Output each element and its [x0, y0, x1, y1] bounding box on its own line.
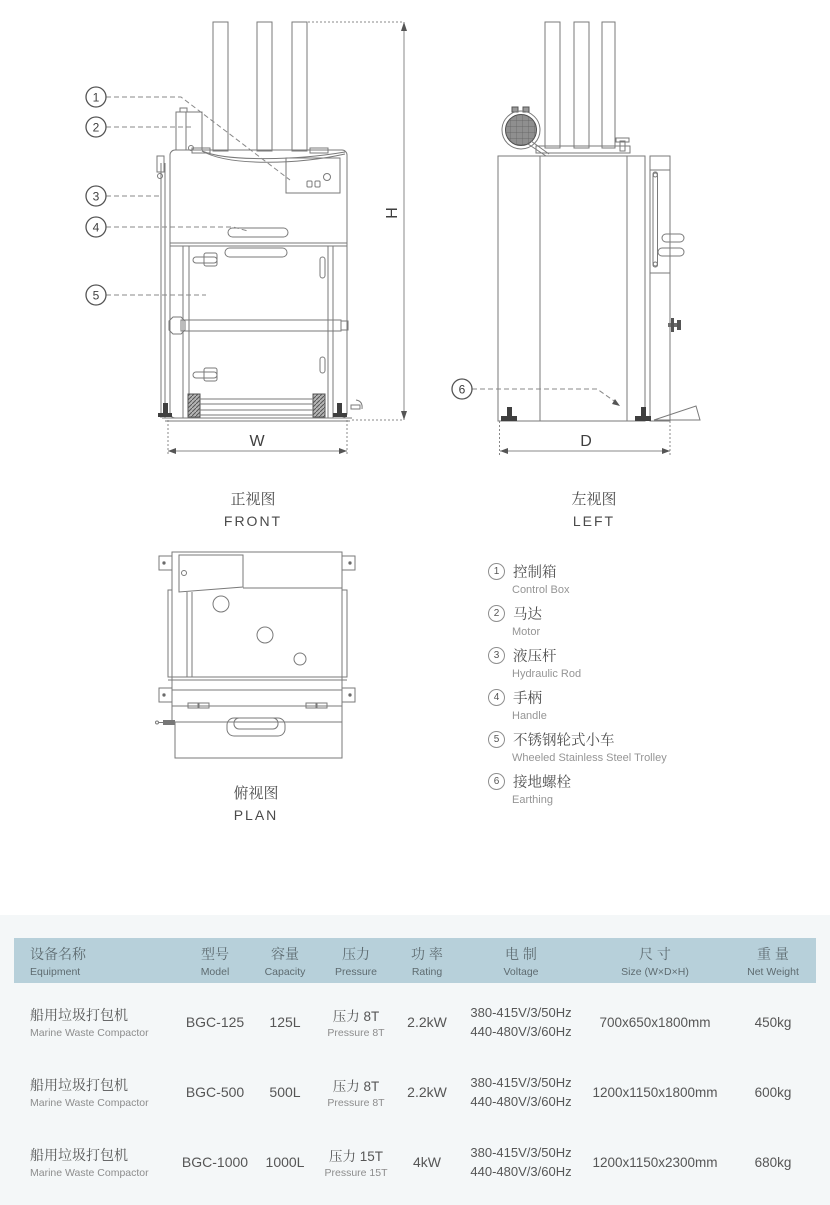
- cell-weight: 600kg: [754, 1084, 792, 1100]
- legend-item: [488, 561, 828, 596]
- cell-model: BGC-1000: [181, 1154, 249, 1170]
- drain-valve-front: [351, 400, 362, 409]
- table-row: [14, 1057, 816, 1127]
- left-title-en: LEFT: [572, 513, 616, 529]
- col-header-pressure: 压力 Pressure: [334, 945, 377, 978]
- col-header-weight: 重 量 Net Weight: [747, 945, 799, 978]
- col-header-rating: 功 率 Rating: [411, 945, 443, 978]
- plan-holes: [213, 596, 306, 665]
- cell-capacity: 125L: [269, 1014, 301, 1030]
- callout-4-num: 4: [92, 220, 100, 235]
- cell-pressure: 压力 8T Pressure 8T: [327, 1079, 385, 1109]
- table-row: [14, 987, 816, 1057]
- cell-pressure: 压力 8T Pressure 8T: [327, 1009, 385, 1039]
- legend-label-en: Earthing: [512, 794, 553, 806]
- cell-voltage: 380-415V/3/50Hz 440-480V/3/60Hz: [470, 1005, 572, 1039]
- trolley-rail-left: [650, 156, 684, 421]
- legend-item: [488, 729, 828, 764]
- legend-label-zh: 控制箱: [513, 565, 557, 581]
- legend-label-en: Control Box: [512, 584, 570, 596]
- callout-leader-1: [106, 97, 290, 180]
- cell-model: BGC-500: [185, 1084, 245, 1100]
- plan-trolley: [175, 722, 342, 758]
- front-left-views-drawing: [0, 0, 830, 530]
- col-header-size: 尺 寸 Size (W×D×H): [621, 945, 689, 978]
- legend-label-en: Motor: [512, 626, 541, 638]
- col-header-voltage: 电 制 Voltage: [503, 945, 539, 978]
- plan-title-en: PLAN: [233, 807, 279, 823]
- legend-num-badge: 3: [488, 647, 505, 664]
- motor-left: [502, 107, 549, 156]
- door-handle-upper: [193, 253, 217, 266]
- legend-label-zh: 接地螺栓: [513, 775, 571, 791]
- trolley-front: [188, 394, 325, 417]
- plan-body: [172, 552, 342, 690]
- cell-weight: 450kg: [754, 1014, 792, 1030]
- legend-label-zh: 液压杆: [513, 649, 557, 665]
- cell-equipment: 船用垃圾打包机 Marine Waste Compactor: [30, 1147, 149, 1179]
- cell-voltage: 380-415V/3/50Hz 440-480V/3/60Hz: [470, 1075, 572, 1109]
- legend-num-badge: 1: [488, 563, 505, 580]
- legend-num-badge: 6: [488, 773, 505, 790]
- cell-weight: 680kg: [754, 1154, 792, 1170]
- plan-view-drawing: [130, 540, 370, 770]
- legend-label-en: Hydraulic Rod: [512, 668, 582, 680]
- callout-1-num: 1: [92, 90, 100, 105]
- handle-slot-upper: [228, 228, 288, 237]
- legend-num-badge: 2: [488, 605, 505, 622]
- cell-size: 1200x1150x1800mm: [592, 1084, 718, 1100]
- locking-beam: [169, 317, 348, 334]
- control-box-front: [286, 158, 340, 193]
- col-header-capacity: 容量 Capacity: [264, 945, 306, 978]
- legend-num-badge: 4: [488, 689, 505, 706]
- front-title-en: FRONT: [223, 513, 283, 529]
- callout-leader-4: [106, 227, 248, 231]
- front-view-title: [170, 488, 336, 529]
- legend-item: [488, 771, 828, 806]
- legend-item: [488, 645, 828, 680]
- left-title-zh: 左视图: [571, 491, 617, 508]
- hydraulic-rods-left: [545, 22, 615, 148]
- legend-label-zh: 马达: [513, 607, 542, 623]
- earthing-ramp: [654, 406, 700, 420]
- cell-equipment: 船用垃圾打包机 Marine Waste Compactor: [30, 1007, 149, 1039]
- legend-label-zh: 手柄: [513, 691, 542, 707]
- callout-leader-6: [472, 389, 617, 403]
- plan-trolley-handle: [227, 718, 285, 736]
- cell-rating: 2.2kW: [407, 1084, 447, 1100]
- dim-label-h: H: [384, 207, 401, 219]
- cell-voltage: 380-415V/3/50Hz 440-480V/3/60Hz: [470, 1145, 572, 1179]
- callout-2-num: 2: [92, 120, 100, 135]
- cell-capacity: 500L: [269, 1084, 301, 1100]
- plan-control-box: [179, 555, 243, 592]
- legend-label-en: Handle: [512, 710, 547, 722]
- plan-valve: [156, 720, 176, 725]
- cell-size: 700x650x1800mm: [599, 1014, 711, 1030]
- cell-rating: 4kW: [413, 1154, 441, 1170]
- cell-capacity: 1000L: [265, 1154, 305, 1170]
- legend-item: [488, 687, 828, 722]
- callout-3-num: 3: [92, 189, 100, 204]
- plan-title-zh: 俯视图: [233, 785, 279, 802]
- col-header-equipment: 设备名称 Equipment: [30, 945, 86, 978]
- hydraulic-rod-rail: [157, 156, 165, 418]
- compactor-body-left: [498, 156, 645, 421]
- dim-label-w: W: [249, 433, 265, 450]
- parts-legend: [488, 561, 828, 813]
- dimension-h: [308, 22, 407, 420]
- cell-size: 1200x1150x2300mm: [592, 1154, 718, 1170]
- left-view: [498, 22, 700, 421]
- legend-label-zh: 不锈钢轮式小车: [513, 733, 615, 749]
- spec-table-body: [14, 987, 816, 1197]
- cell-pressure: 压力 15T Pressure 15T: [324, 1149, 388, 1179]
- cell-rating: 2.2kW: [407, 1014, 447, 1030]
- legend-num-badge: 5: [488, 731, 505, 748]
- spec-table-header: [14, 938, 816, 983]
- legend-item: [488, 603, 828, 638]
- front-title-zh: 正视图: [230, 491, 276, 508]
- callout-6-num: 6: [458, 382, 466, 397]
- feet-left: [501, 407, 651, 421]
- motor-box-front: [176, 108, 202, 150]
- front-view: [157, 22, 362, 421]
- cell-model: BGC-125: [185, 1014, 245, 1030]
- table-row: [14, 1127, 816, 1197]
- handle-slot-lower: [225, 248, 287, 257]
- callout-5-num: 5: [92, 288, 100, 303]
- dim-label-d: D: [580, 433, 592, 450]
- legend-label-en: Wheeled Stainless Steel Trolley: [512, 752, 667, 764]
- cell-equipment: 船用垃圾打包机 Marine Waste Compactor: [30, 1077, 149, 1109]
- left-view-title: [510, 488, 678, 529]
- door-handle-lower: [193, 368, 217, 381]
- col-header-model: 型号 Model: [200, 945, 230, 978]
- plan-view-title: [173, 782, 339, 823]
